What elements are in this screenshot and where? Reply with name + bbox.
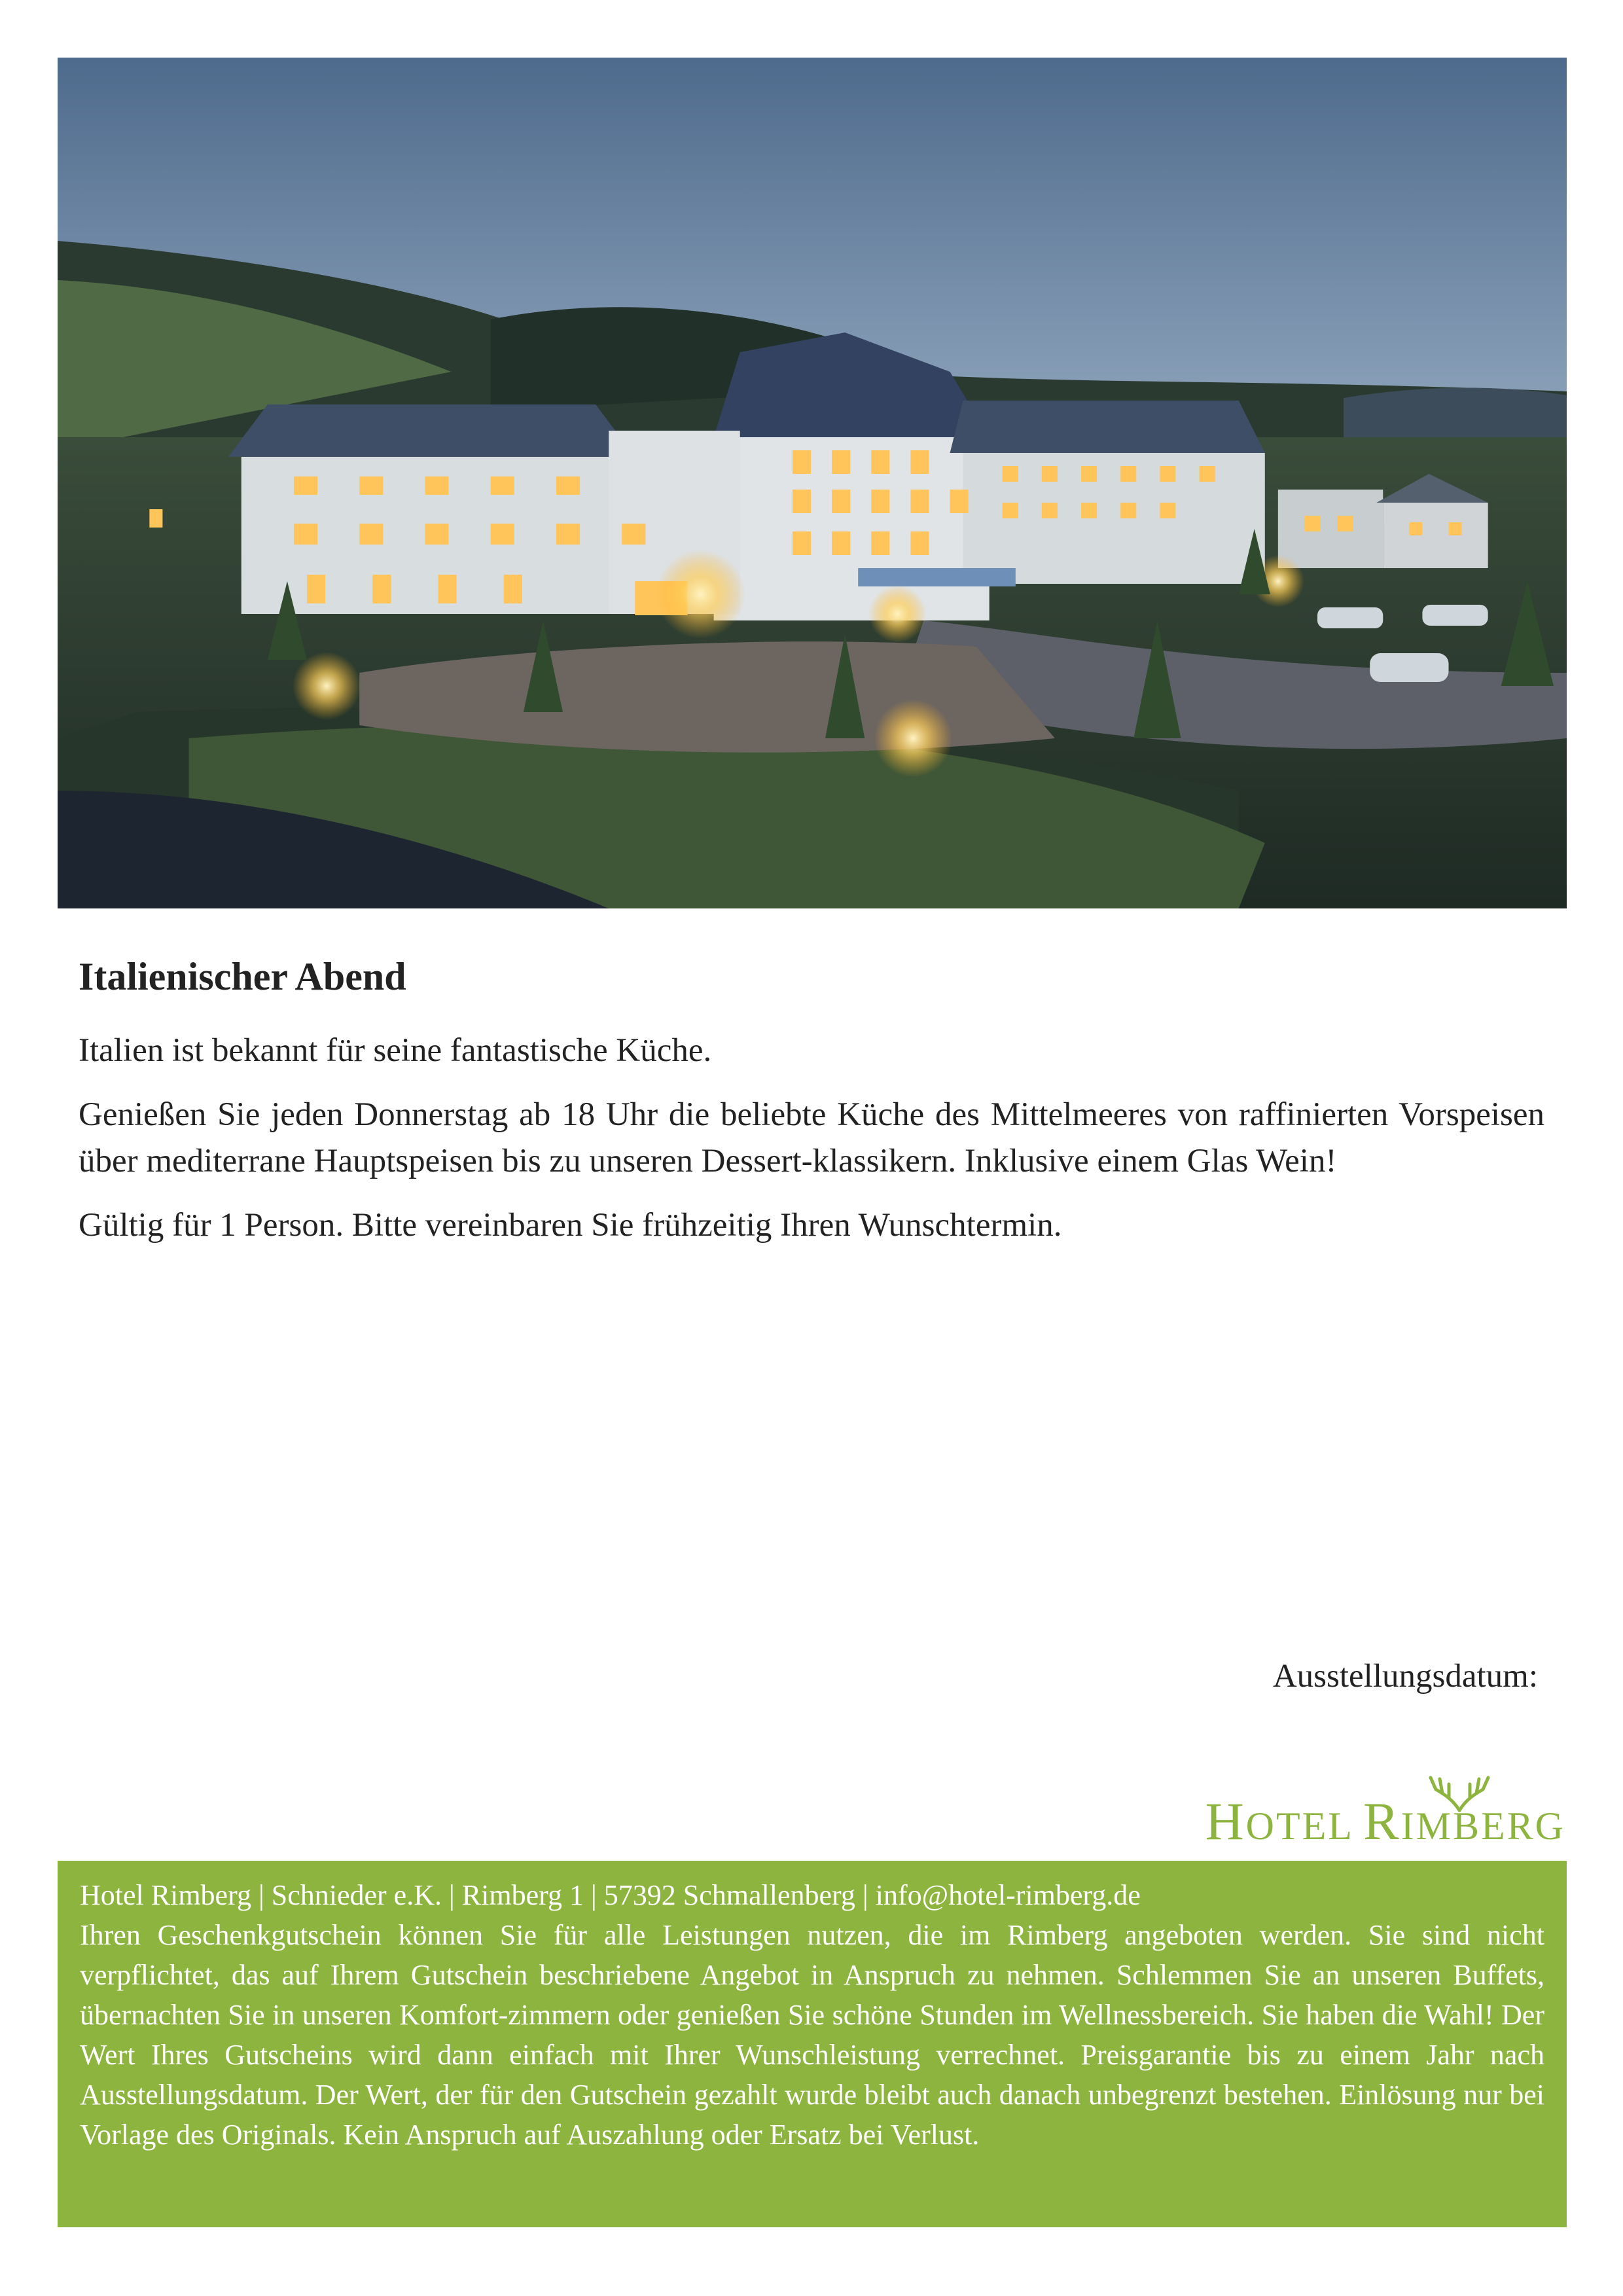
offer-paragraph: Italien ist bekannt für seine fantastische Küche. xyxy=(79,1032,712,1069)
hotel-photo xyxy=(58,58,1567,908)
logo-initial: H xyxy=(1205,1791,1246,1851)
logo-word: OTEL xyxy=(1245,1804,1354,1848)
logo-wordmark xyxy=(1205,1791,1565,1852)
footer-address: Hotel Rimberg | Schnieder e.K. | Rimberg 1 | 57392 Schmallenberg | info@hotel-rimberg.de xyxy=(80,1879,1141,1911)
logo-word: IMBERG xyxy=(1400,1804,1565,1848)
footer-terms: Ihren Geschenkgutschein können Sie für alle Leistungen nutzen, die im Rimberg angeboten werden. Sie sind nicht verpflichtet, das auf Ihrem Gutschein beschriebene Angebot in Anspruch zu nehmen. Schlemmen Sie an unseren Buffets, übernachten Sie in unseren Komfort-zimmern oder genießen Sie schöne Stunden im Wellnessbereich. Sie haben die Wahl! Der Wert Ihres Gutscheins wird dann einfach mit Ihrer Wunschleistung verrechnet. Preisgarantie bis zu einem Jahr nach Ausstellungsdatum. Der Wert, der für den Gutschein gezahlt wurde bleibt auch danach unbegrenzt bestehen. Einlösung nur bei Vorlage des Originals. Kein Anspruch auf Auszahlung oder Ersatz bei Verlust. xyxy=(80,1919,1544,2151)
offer-paragraph: Genießen Sie jeden Donnerstag ab 18 Uhr die beliebte Küche des Mittelmeeres von raffinierten Vorspeisen über mediterrane Hauptspeisen bis zu unseren Dessert-klassikern. Inklusive einem Glas Wein! xyxy=(79,1096,1544,1179)
issue-date-label: Ausstellungsdatum: xyxy=(1272,1658,1538,1695)
footer-terms-box xyxy=(58,1861,1567,2227)
offer-title: Italienischer Abend xyxy=(79,955,406,998)
hotel-at-dusk-illustration xyxy=(58,58,1567,908)
hotel-logo xyxy=(1140,1767,1565,1852)
offer-paragraph: Gültig für 1 Person. Bitte vereinbaren Sie frühzeitig Ihren Wunschtermin. xyxy=(79,1207,1062,1244)
offer-description xyxy=(79,1028,1544,1266)
logo-initial: R xyxy=(1363,1791,1401,1851)
